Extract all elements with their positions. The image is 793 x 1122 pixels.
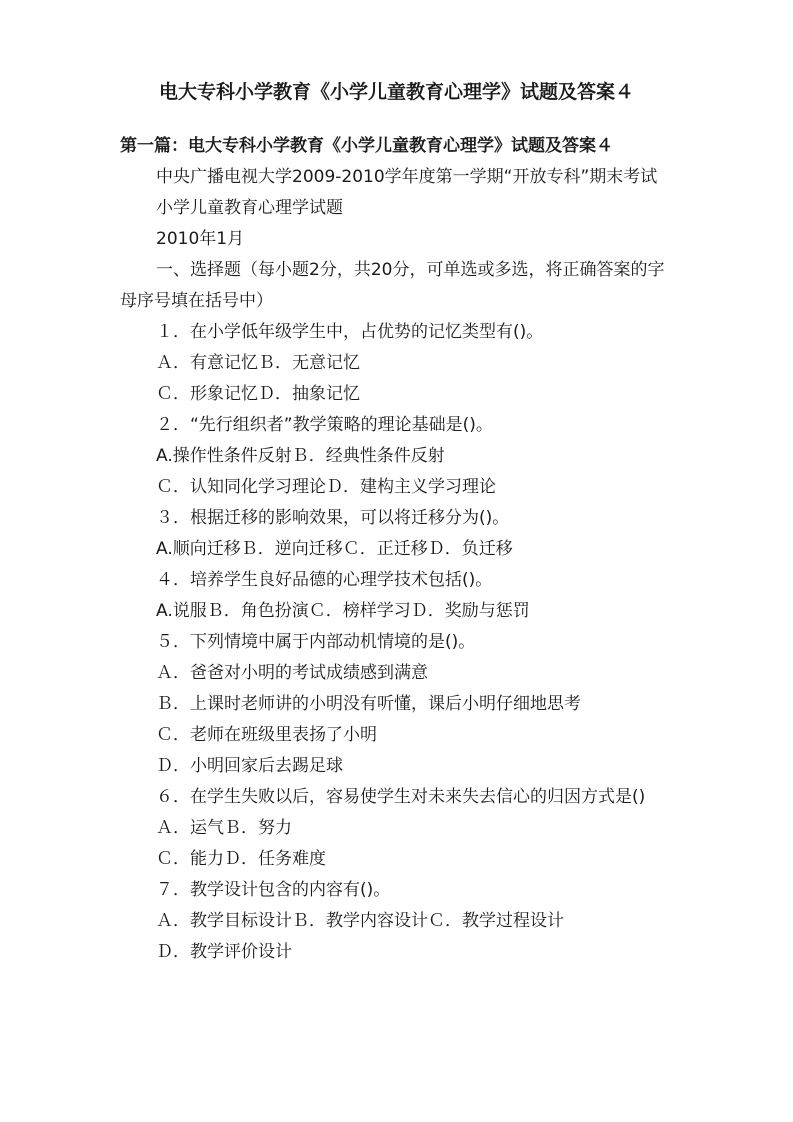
university-line: 中央广播电视大学2009-2010学年度第一学期“开放专科”期末考试 (156, 167, 658, 187)
question-line: ３．根据迁移的影响效果，可以将迁移分为()。 (156, 508, 510, 528)
answer-options-line: Ｃ．形象记忆Ｄ．抽象记忆 (156, 384, 360, 404)
answer-option-line: Ａ．爸爸对小明的考试成绩感到满意 (156, 663, 428, 683)
answer-option-line: Ｄ．教学评价设计 (156, 942, 292, 962)
answer-option-line: Ｄ．小明回家后去踢足球 (156, 756, 343, 776)
question-line: １．在小学低年级学生中，占优势的记忆类型有()。 (156, 322, 544, 342)
answer-options-line: A.操作性条件反射Ｂ．经典性条件反射 (156, 446, 445, 466)
section-heading: 第一篇：电大专科小学教育《小学儿童教育心理学》试题及答案４ (120, 136, 613, 156)
document-title: 电大专科小学教育《小学儿童教育心理学》试题及答案４ (158, 81, 634, 103)
question-line: ２．“先行组织者”教学策略的理论基础是()。 (156, 415, 493, 435)
answer-option-line: Ｃ．老师在班级里表扬了小明 (156, 725, 377, 745)
answer-options-line: A.顺向迁移Ｂ．逆向迁移Ｃ．正迁移Ｄ．负迁移 (156, 539, 513, 559)
answer-options-line: A.说服Ｂ．角色扮演Ｃ．榜样学习Ｄ．奖励与惩罚 (156, 601, 530, 621)
exam-name: 小学儿童教育心理学试题 (156, 198, 343, 218)
answer-option-line: Ｂ．上课时老师讲的小明没有听懂，课后小明仔细地思考 (156, 694, 581, 714)
answer-options-line: Ａ．有意记忆Ｂ．无意记忆 (156, 353, 360, 373)
section-instructions: 一、选择题（每小题2分，共20分，可单选或多选，将正确答案的字母序号填在括号中） (120, 260, 665, 311)
question-line: ６．在学生失败以后，容易使学生对未来失去信心的归因方式是() (156, 787, 646, 807)
answer-options-line: Ａ．运气Ｂ．努力 (156, 818, 292, 838)
document-body (120, 162, 680, 968)
exam-date: 2010年1月 (156, 229, 245, 249)
question-line: ７．教学设计包含的内容有()。 (156, 880, 391, 900)
answer-options-line: Ｃ．能力Ｄ．任务难度 (156, 849, 326, 869)
question-line: ４．培养学生良好品德的心理学技术包括()。 (156, 570, 493, 590)
question-line: ５．下列情境中属于内部动机情境的是()。 (156, 632, 476, 652)
answer-options-line: Ｃ．认知同化学习理论Ｄ．建构主义学习理论 (156, 477, 496, 497)
answer-options-line: Ａ．教学目标设计Ｂ．教学内容设计Ｃ．教学过程设计 (156, 911, 564, 931)
